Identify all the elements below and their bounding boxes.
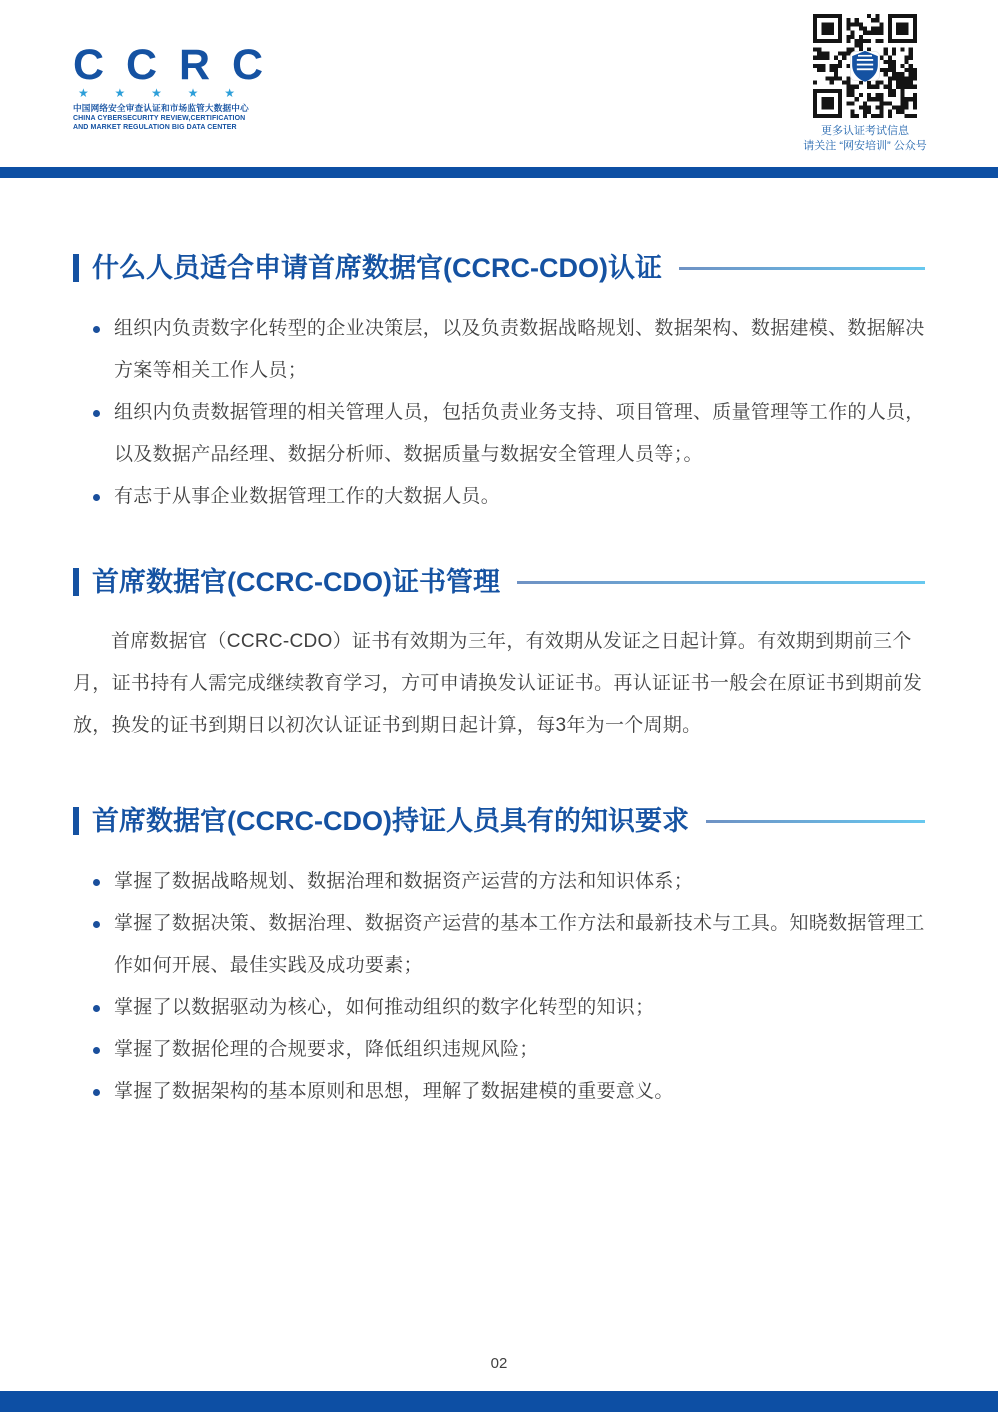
heading-rule: [517, 581, 925, 584]
qr-caption-line2: 请关注 “网安培训” 公众号: [803, 140, 927, 152]
star-icon: ★: [78, 86, 89, 100]
org-name-english-line2: AND MARKET REGULATION BIG DATA CENTER: [73, 124, 237, 131]
list-item: [73, 1071, 925, 1113]
section-certificate-management: [73, 565, 925, 747]
bullet-dot-icon: [93, 1005, 100, 1012]
heading-rule: [706, 820, 925, 823]
org-name-english-line1: CHINA CYBERSECURITY REVIEW,CERTIFICATION: [73, 115, 246, 122]
page-number: 02: [490, 1355, 508, 1372]
list-item: [73, 392, 925, 476]
heading-accent-bar: [73, 807, 79, 835]
section-title: 首席数据官(CCRC-CDO)持证人员具有的知识要求: [92, 806, 689, 836]
section-title: 什么人员适合申请首席数据官(CCRC-CDO)认证: [92, 253, 662, 283]
list-item-text: 掌握了数据架构的基本原则和思想，理解了数据建模的重要意义。: [114, 1081, 674, 1102]
qr-caption-line1: 更多认证考试信息: [821, 125, 909, 137]
list-item-text: 掌握了数据战略规划、数据治理和数据资产运营的方法和知识体系；: [114, 871, 694, 892]
bullet-list: [73, 861, 925, 1113]
section-heading: [73, 251, 925, 285]
qr-code: [813, 14, 917, 118]
list-item: [73, 987, 925, 1029]
heading-rule: [679, 267, 925, 270]
section-heading: [73, 565, 925, 599]
main-content: [73, 178, 925, 1113]
list-item: [73, 861, 925, 903]
list-item: [73, 1029, 925, 1071]
page-header: [0, 0, 998, 167]
list-item-text: 组织内负责数字化转型的企业决策层，以及负责数据战略规划、数据架构、数据建模、数据解决方案等相关工作人员；: [114, 318, 925, 381]
ccrc-logo: [73, 41, 269, 132]
star-icon: ★: [224, 86, 235, 100]
list-item-text: 组织内负责数据管理的相关管理人员，包括负责业务支持、项目管理、质量管理等工作的人员，以及数据产品经理、数据分析师、数据质量与数据安全管理人员等；。: [114, 402, 925, 465]
section-heading: [73, 804, 925, 838]
qr-block: [785, 14, 945, 154]
bullet-list: [73, 308, 925, 518]
qr-caption: [785, 124, 945, 154]
heading-accent-bar: [73, 254, 79, 282]
bullet-dot-icon: [93, 921, 100, 928]
star-icon: ★: [187, 86, 199, 100]
bullet-dot-icon: [93, 1089, 100, 1096]
bullet-dot-icon: [93, 1047, 100, 1054]
list-item-text: 有志于从事企业数据管理工作的大数据人员。: [114, 486, 501, 507]
list-item: [73, 308, 925, 392]
heading-accent-bar: [73, 568, 79, 596]
list-item-text: 掌握了以数据驱动为核心，如何推动组织的数字化转型的知识；: [114, 997, 655, 1018]
org-name-chinese: 中国网络安全审查认证和市场监管大数据中心: [73, 103, 249, 113]
star-icon: ★: [151, 86, 162, 100]
shield-icon: [851, 14, 879, 118]
header-divider-bar: [0, 167, 998, 178]
list-item-text: 掌握了数据决策、数据治理、数据资产运营的基本工作方法和最新技术与工具。知晓数据管理工作如何开展、最佳实践及成功要素；: [114, 913, 925, 976]
section-who-can-apply: [73, 251, 925, 518]
bullet-dot-icon: [93, 326, 100, 333]
section-paragraph: 首席数据官（CCRC-CDO）证书有效期为三年，有效期从发证之日起计算。有效期到期前三个月，证书持有人需完成继续教育学习，方可申请换发认证证书。再认证证书一般会在原证书到期前发放，换发的证书到期日以初次认证证书到期日起计算，每3年为一个周期。: [73, 631, 923, 736]
ccrc-logo-wordmark: C C R C: [73, 41, 269, 89]
list-item: [73, 903, 925, 987]
list-item: [73, 476, 925, 518]
list-item-text: 掌握了数据伦理的合规要求，降低组织违规风险；: [114, 1039, 539, 1060]
star-icon: ★: [114, 86, 126, 100]
section-title: 首席数据官(CCRC-CDO)证书管理: [92, 567, 500, 597]
bullet-dot-icon: [93, 494, 100, 501]
bullet-dot-icon: [93, 410, 100, 417]
bullet-dot-icon: [93, 879, 100, 886]
section-knowledge-requirements: [73, 804, 925, 1113]
qr-center-badge: [851, 52, 879, 80]
footer-bar: [0, 1391, 998, 1412]
